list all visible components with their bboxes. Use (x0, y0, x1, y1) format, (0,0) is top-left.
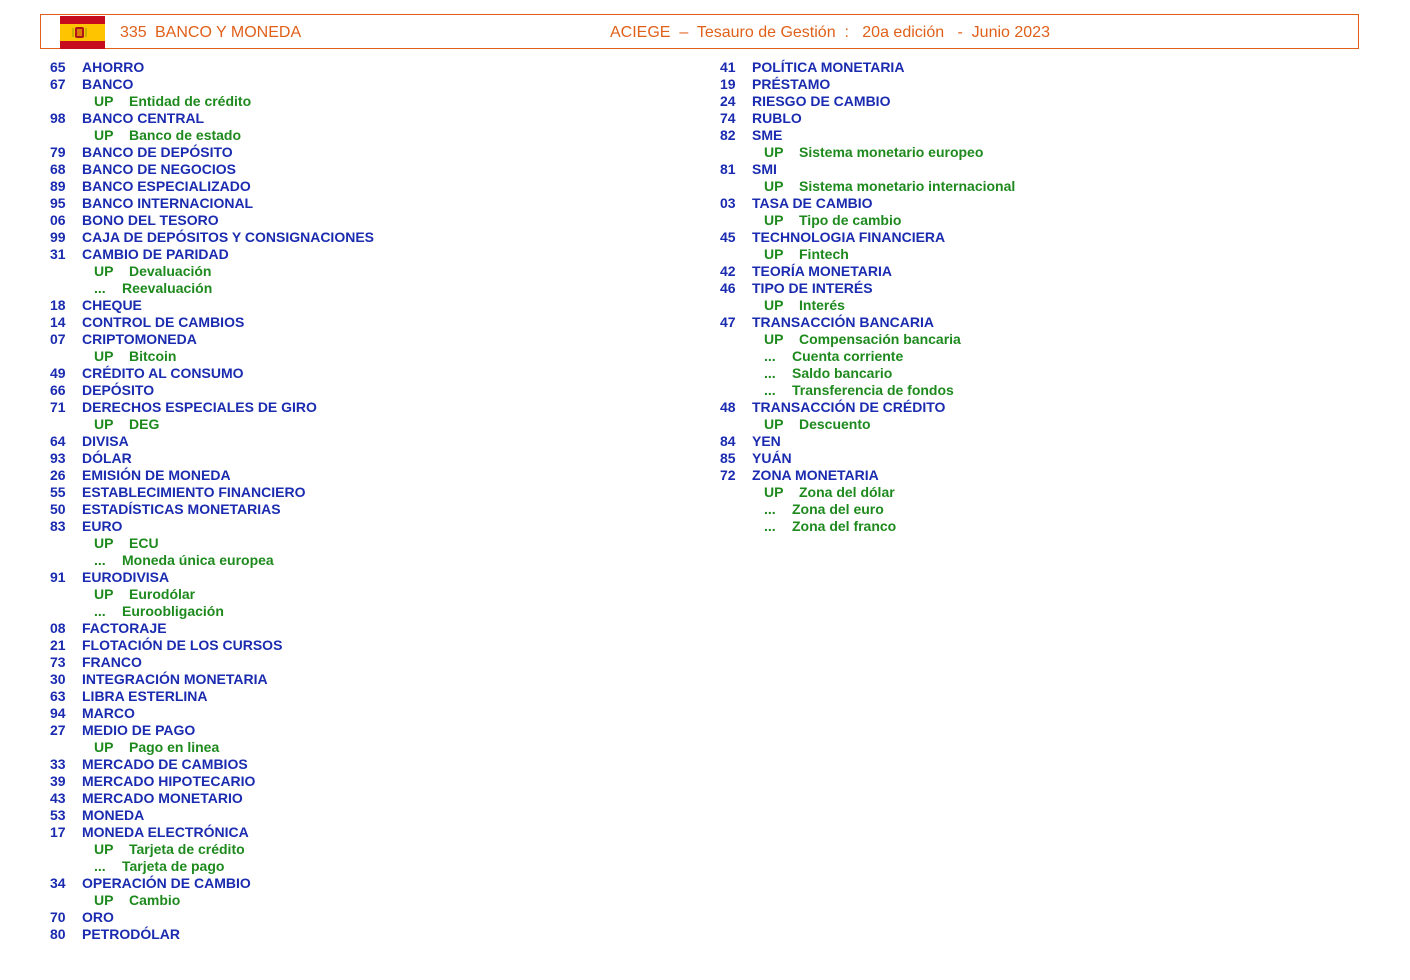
related-term: Sistema monetario europeo (799, 144, 984, 160)
term-label: TECHNOLOGIA FINANCIERA (752, 229, 946, 245)
term-number: 85 (720, 450, 736, 466)
up-marker: UP (94, 416, 114, 432)
term-number: 95 (50, 195, 66, 211)
up-marker: UP (764, 246, 784, 262)
term-label: FRANCO (82, 654, 142, 670)
term-label: RUBLO (752, 110, 802, 126)
related-term: Zona del dólar (799, 484, 895, 500)
term-label: PRÉSTAMO (752, 76, 831, 92)
term-number: 93 (50, 450, 66, 466)
term-label: RIESGO DE CAMBIO (752, 93, 891, 109)
up-marker: UP (94, 93, 114, 109)
continuation-marker: ... (94, 858, 106, 874)
up-marker: UP (764, 297, 784, 313)
term-number: 39 (50, 773, 66, 789)
term-number: 63 (50, 688, 66, 704)
term-label: LIBRA ESTERLINA (82, 688, 208, 704)
continuation-marker: ... (94, 552, 106, 568)
related-term: Eurodólar (129, 586, 196, 602)
term-number: 17 (50, 824, 66, 840)
term-label: EURODIVISA (82, 569, 170, 585)
term-number: 55 (50, 484, 66, 500)
term-number: 26 (50, 467, 66, 483)
term-label: BONO DEL TESORO (82, 212, 219, 228)
page-header (40, 14, 1359, 49)
term-number: 68 (50, 161, 66, 177)
term-label: TRANSACCIÓN DE CRÉDITO (752, 399, 946, 415)
related-term: Compensación bancaria (799, 331, 961, 347)
term-label: CAMBIO DE PARIDAD (82, 246, 229, 262)
term-label: MERCADO DE CAMBIOS (82, 756, 248, 772)
up-marker: UP (94, 586, 114, 602)
term-number: 64 (50, 433, 66, 449)
continuation-marker: ... (764, 348, 776, 364)
term-label: POLÍTICA MONETARIA (752, 59, 905, 75)
up-marker: UP (764, 416, 784, 432)
term-number: 03 (720, 195, 736, 211)
term-number: 14 (50, 314, 66, 330)
term-number: 84 (720, 433, 736, 449)
up-marker: UP (94, 127, 114, 143)
term-label: ESTADÍSTICAS MONETARIAS (82, 501, 281, 517)
term-number: 34 (50, 875, 66, 891)
term-number: 21 (50, 637, 66, 653)
term-number: 45 (720, 229, 736, 245)
term-number: 82 (720, 127, 736, 143)
related-term: Saldo bancario (792, 365, 893, 381)
term-label: MONEDA (82, 807, 145, 823)
related-term: ECU (129, 535, 159, 551)
up-marker: UP (94, 535, 114, 551)
continuation-marker: ... (94, 603, 106, 619)
term-label: MERCADO MONETARIO (82, 790, 243, 806)
term-number: 30 (50, 671, 66, 687)
continuation-marker: ... (764, 382, 776, 398)
term-number: 80 (50, 926, 66, 942)
term-number: 89 (50, 178, 66, 194)
term-number: 74 (720, 110, 736, 126)
related-term: Sistema monetario internacional (799, 178, 1016, 194)
up-marker: UP (94, 841, 114, 857)
term-number: 07 (50, 331, 66, 347)
term-label: BANCO (82, 76, 134, 92)
term-label: YUÁN (752, 450, 792, 466)
term-label: EMISIÓN DE MONEDA (82, 467, 231, 483)
term-label: CHEQUE (82, 297, 142, 313)
term-number: 71 (50, 399, 66, 415)
related-term: Cuenta corriente (792, 348, 904, 364)
term-label: TASA DE CAMBIO (752, 195, 873, 211)
related-term: Descuento (799, 416, 871, 432)
term-number: 79 (50, 144, 66, 160)
related-term: Reevaluación (122, 280, 213, 296)
term-label: TIPO DE INTERÉS (752, 280, 873, 296)
term-label: CONTROL DE CAMBIOS (82, 314, 245, 330)
term-number: 94 (50, 705, 66, 721)
term-label: AHORRO (82, 59, 145, 75)
term-number: 42 (720, 263, 736, 279)
term-number: 19 (720, 76, 736, 92)
term-label: FLOTACIÓN DE LOS CURSOS (82, 637, 283, 653)
related-term: DEG (129, 416, 160, 432)
term-label: BANCO DE NEGOCIOS (82, 161, 237, 177)
term-label: DIVISA (82, 433, 129, 449)
term-label: DERECHOS ESPECIALES DE GIRO (82, 399, 317, 415)
term-label: BANCO ESPECIALIZADO (82, 178, 251, 194)
up-marker: UP (94, 739, 114, 755)
continuation-marker: ... (764, 501, 776, 517)
term-number: 41 (720, 59, 736, 75)
term-label: ORO (82, 909, 114, 925)
term-number: 66 (50, 382, 66, 398)
term-label: INTEGRACIÓN MONETARIA (82, 671, 268, 687)
related-term: Tipo de cambio (799, 212, 902, 228)
term-label: BANCO CENTRAL (82, 110, 205, 126)
up-marker: UP (764, 178, 784, 194)
term-number: 98 (50, 110, 66, 126)
related-term: Entidad de crédito (129, 93, 252, 109)
term-number: 47 (720, 314, 736, 330)
term-label: ESTABLECIMIENTO FINANCIERO (82, 484, 306, 500)
related-term: Pago en linea (129, 739, 220, 755)
term-label: DEPÓSITO (82, 382, 155, 398)
related-term: Zona del euro (792, 501, 884, 517)
term-label: CRÉDITO AL CONSUMO (82, 365, 244, 381)
up-marker: UP (764, 144, 784, 160)
term-number: 73 (50, 654, 66, 670)
term-number: 72 (720, 467, 736, 483)
term-number: 06 (50, 212, 66, 228)
term-number: 91 (50, 569, 66, 585)
term-label: EURO (82, 518, 123, 534)
related-term: Fintech (799, 246, 849, 262)
term-number: 08 (50, 620, 66, 636)
term-label: MONEDA ELECTRÓNICA (82, 824, 249, 840)
term-label: MEDIO DE PAGO (82, 722, 196, 738)
term-label: DÓLAR (82, 450, 132, 466)
term-label: FACTORAJE (82, 620, 167, 636)
term-number: 53 (50, 807, 66, 823)
publication-info: ACIEGE – Tesauro de Gestión : 20a edición - Junio 2023 (610, 24, 1050, 41)
up-marker: UP (94, 263, 114, 279)
up-marker: UP (94, 892, 114, 908)
term-label: TRANSACCIÓN BANCARIA (752, 314, 934, 330)
section-title: BANCO Y MONEDA (155, 24, 302, 41)
term-label: CRIPTOMONEDA (82, 331, 197, 347)
term-number: 65 (50, 59, 66, 75)
term-number: 31 (50, 246, 66, 262)
continuation-marker: ... (94, 280, 106, 296)
term-label: BANCO INTERNACIONAL (82, 195, 254, 211)
term-label: PETRODÓLAR (82, 926, 180, 942)
term-number: 67 (50, 76, 66, 92)
related-term: Zona del franco (792, 518, 897, 534)
related-term: Tarjeta de pago (122, 858, 225, 874)
up-marker: UP (94, 348, 114, 364)
related-term: Bitcoin (129, 348, 177, 364)
term-label: SMI (752, 161, 777, 177)
continuation-marker: ... (764, 518, 776, 534)
related-term: Interés (799, 297, 845, 313)
term-number: 99 (50, 229, 66, 245)
term-label: CAJA DE DEPÓSITOS Y CONSIGNACIONES (82, 229, 374, 245)
term-number: 18 (50, 297, 66, 313)
term-label: MERCADO HIPOTECARIO (82, 773, 256, 789)
term-label: SME (752, 127, 783, 143)
term-label: ZONA MONETARIA (752, 467, 879, 483)
term-number: 81 (720, 161, 736, 177)
term-number: 46 (720, 280, 736, 296)
continuation-marker: ... (764, 365, 776, 381)
term-number: 43 (50, 790, 66, 806)
term-number: 70 (50, 909, 66, 925)
term-label: YEN (752, 433, 781, 449)
term-label: MARCO (82, 705, 135, 721)
up-marker: UP (764, 212, 784, 228)
related-term: Cambio (129, 892, 181, 908)
term-label: TEORÍA MONETARIA (752, 263, 892, 279)
up-marker: UP (764, 331, 784, 347)
related-term: Moneda única europea (122, 552, 274, 568)
term-number: 49 (50, 365, 66, 381)
term-label: OPERACIÓN DE CAMBIO (82, 875, 251, 891)
term-number: 33 (50, 756, 66, 772)
section-code: 335 (120, 24, 147, 41)
term-number: 50 (50, 501, 66, 517)
term-number: 24 (720, 93, 736, 109)
related-term: Devaluación (129, 263, 212, 279)
term-number: 48 (720, 399, 736, 415)
spain-flag-icon (60, 16, 105, 49)
related-term: Transferencia de fondos (792, 382, 954, 398)
related-term: Tarjeta de crédito (129, 841, 245, 857)
term-label: BANCO DE DEPÓSITO (82, 144, 233, 160)
related-term: Banco de estado (129, 127, 242, 143)
term-number: 27 (50, 722, 66, 738)
up-marker: UP (764, 484, 784, 500)
related-term: Euroobligación (122, 603, 224, 619)
term-number: 83 (50, 518, 66, 534)
